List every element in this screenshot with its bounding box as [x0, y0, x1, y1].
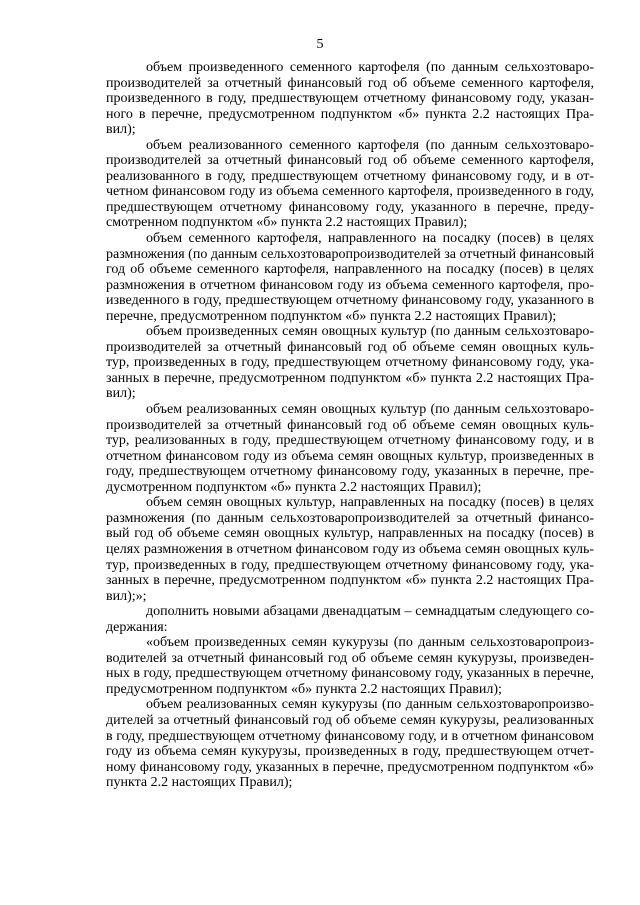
- text-line: занных в перечне, предусмотренном подпунктом «б» пункта 2.2 настоящих Пра-: [106, 370, 594, 386]
- text-line: объем реализованных семян овощных культур (по данным сельхозтоваро-: [146, 402, 594, 418]
- text-line: дусмотренном подпунктом «б» пункта 2.2 настоящих Правил);: [106, 479, 482, 495]
- text-line: «объем произведенных семян кукурузы (по данным сельхозтоваропроиз-: [146, 635, 594, 651]
- text-line: пункта 2.2 настоящих Правил);: [106, 775, 293, 791]
- text-line: году из объема семян кукурузы, произведенных в году, предшествующем отчет-: [106, 744, 594, 760]
- text-line: ному финансовому году, указанных в перечне, предусмотренном подпунктом «б»: [106, 759, 594, 775]
- text-line: дителей за отчетный финансовый год об объеме семян кукурузы, реализованных: [106, 712, 594, 728]
- text-line: размножения (по данным сельхозтоваропроизводителей за отчетный финансо-: [106, 510, 594, 526]
- text-line: тур, произведенных в году, предшествующем отчетному финансовому году, ука-: [106, 557, 594, 573]
- text-line: держания:: [106, 619, 168, 635]
- text-line: вил);»;: [106, 588, 147, 604]
- text-line: год об объеме семенного картофеля, направленного на посадку (посев) в целях: [106, 262, 594, 278]
- text-line: водителей за отчетный финансовый год об объеме семян кукурузы, произведен-: [106, 650, 594, 666]
- text-line: предшествующем отчетному финансовому году, указанного в перечне, преду-: [106, 199, 594, 215]
- text-line: произведенного в году, предшествующем отчетному финансовому году, указан-: [106, 91, 594, 107]
- text-line: ных в году, предшествующем отчетному финансовому году, указанных в перечне,: [106, 666, 594, 682]
- text-line: перечне, предусмотренном подпунктом «б» пункта 2.2 настоящих Правил);: [106, 308, 557, 324]
- text-line: отчетном финансовом году из объема семян овощных культур, произведенных в: [106, 448, 594, 464]
- text-line: производителей за отчетный финансовый год об объеме семенного картофеля,: [106, 75, 594, 91]
- text-line: производителей за отчетный финансовый год об объеме семян овощных куль-: [106, 339, 594, 355]
- text-line: изведенного в году, предшествующем отчетному финансовому году, указанного в: [106, 293, 594, 309]
- page-number: 5: [316, 37, 324, 52]
- text-line: смотренном подпунктом «б» пункта 2.2 настоящих Правил);: [106, 215, 468, 231]
- text-line: ного в перечне, предусмотренном подпунктом «б» пункта 2.2 настоящих Пра-: [106, 106, 594, 122]
- text-line: производителей за отчетный финансовый год об объеме семенного картофеля,: [106, 153, 594, 169]
- text-line: вил);: [106, 386, 136, 402]
- text-line: тур, произведенных в году, предшествующем отчетному финансовому году, ука-: [106, 355, 594, 371]
- text-line: целях размножения в отчетном финансовом году из объема семян овощных куль-: [106, 541, 594, 557]
- text-line: предусмотренном подпунктом «б» пункта 2.2 настоящих Правил);: [106, 681, 502, 697]
- text-line: размножения в отчетном финансовом году из объема семенного картофеля, про-: [106, 277, 594, 293]
- text-line: объем реализованных семян кукурузы (по данным сельхозтоваропроизво-: [146, 697, 594, 713]
- text-line: объем семенного картофеля, направленного на посадку (посев) в целях: [146, 231, 594, 247]
- text-line: производителей за отчетный финансовый год об объеме семян овощных куль-: [106, 417, 594, 433]
- text-line: занных в перечне, предусмотренном подпунктом «б» пункта 2.2 настоящих Пра-: [106, 573, 594, 589]
- text-line: тур, реализованных в году, предшествующем отчетному финансовому году, и в: [106, 433, 594, 449]
- text-line: объем произведенных семян овощных культур (по данным сельхозтоваро-: [146, 324, 594, 340]
- text-line: четном финансовом году из объема семенного картофеля, произведенного в году,: [106, 184, 594, 200]
- text-line: объем произведенного семенного картофеля (по данным сельхозтоваро-: [146, 60, 594, 75]
- text-line: в году, предшествующем отчетному финансовому году, и в отчетном финансовом: [106, 728, 594, 744]
- text-line: объем семян овощных культур, направленных на посадку (посев) в целях: [146, 495, 594, 511]
- document-body: [106, 60, 594, 791]
- text-line: вый год об объеме семян овощных культур, направленных на посадку (посев) в: [106, 526, 594, 542]
- text-line: дополнить новыми абзацами двенадцатым – семнадцатым следующего со-: [146, 604, 594, 620]
- text-line: году, предшествующем отчетному финансовому году, указанных в перечне, пре-: [106, 464, 594, 480]
- text-line: размножения (по данным сельхозтоваропроизводителей за отчетный финансовый: [106, 246, 594, 262]
- text-line: реализованного в году, предшествующем отчетному финансовому году, и в от-: [106, 168, 594, 184]
- text-line: вил);: [106, 122, 136, 138]
- text-line: объем реализованного семенного картофеля (по данным сельхозтоваро-: [146, 137, 594, 153]
